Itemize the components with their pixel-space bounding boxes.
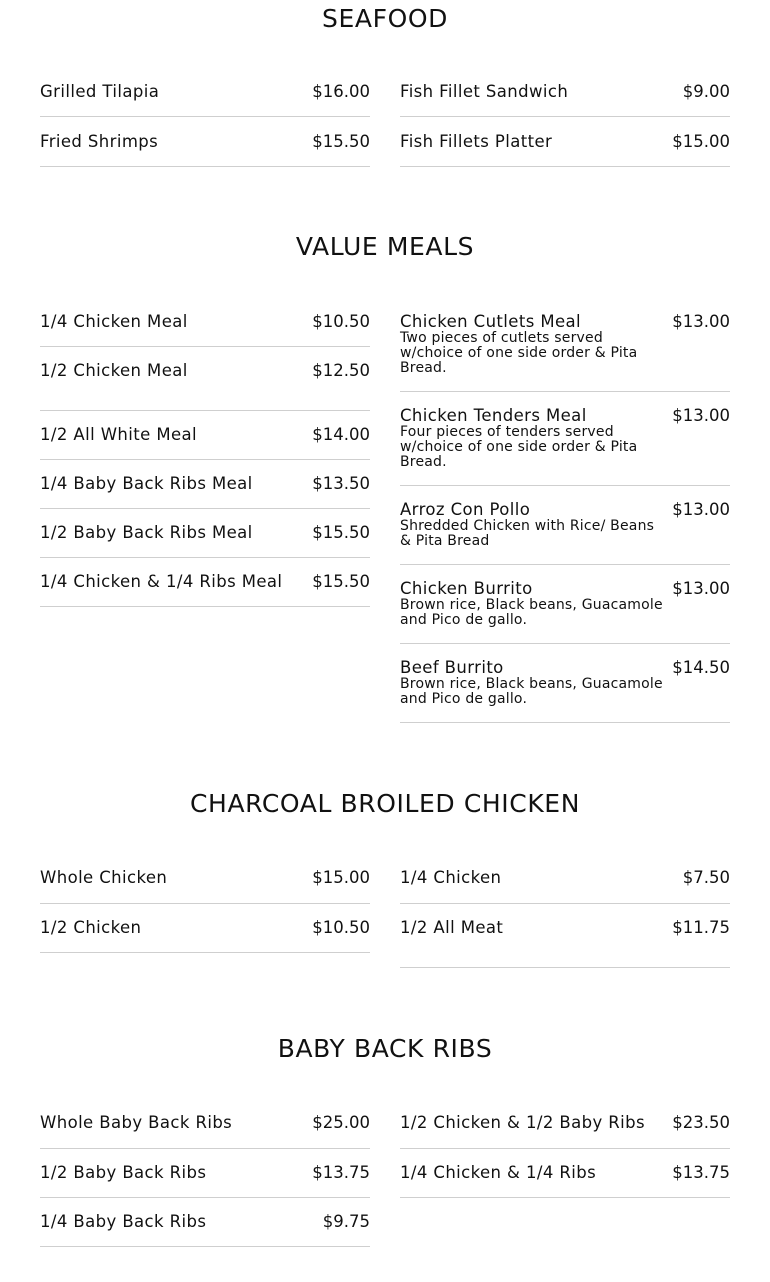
menu-item bbox=[400, 1100, 730, 1149]
item-price: $13.50 bbox=[312, 474, 370, 493]
item-name: 1/4 Chicken bbox=[400, 868, 502, 887]
item-name: 1/4 Baby Back Ribs Meal bbox=[40, 474, 253, 493]
item-name: Fish Fillets Platter bbox=[400, 132, 553, 151]
menu-item bbox=[40, 67, 370, 117]
item-name: Whole Chicken bbox=[40, 868, 168, 887]
menu-item bbox=[40, 558, 370, 607]
item-price: $13.00 bbox=[672, 579, 730, 598]
item-name: 1/4 Baby Back Ribs bbox=[40, 1212, 207, 1231]
item-price: $16.00 bbox=[312, 82, 370, 101]
menu-item bbox=[400, 306, 730, 392]
item-price: $15.50 bbox=[312, 523, 370, 542]
item-price: $10.50 bbox=[312, 312, 370, 331]
item-price: $9.00 bbox=[682, 82, 730, 101]
item-name: 1/2 Baby Back Ribs bbox=[40, 1163, 207, 1182]
item-description: Four pieces of tenders served w/choice of one side order & Pita Bread. bbox=[400, 424, 638, 470]
section-title: VALUE MEALS bbox=[295, 232, 475, 261]
item-description: Brown rice, Black beans, Guacamole and Pico de gallo. bbox=[400, 597, 663, 628]
menu-item bbox=[400, 1149, 730, 1198]
item-price: $12.50 bbox=[312, 361, 370, 380]
menu-item bbox=[400, 565, 730, 644]
item-price: $7.50 bbox=[682, 868, 730, 887]
menu-item bbox=[40, 306, 370, 347]
item-name: 1/2 All Meat bbox=[400, 918, 504, 937]
item-price: $23.50 bbox=[672, 1113, 730, 1132]
menu-item bbox=[400, 855, 730, 904]
item-name: 1/4 Chicken & 1/4 Ribs Meal bbox=[40, 572, 283, 591]
menu-item bbox=[40, 347, 370, 411]
item-name: Beef Burrito bbox=[400, 658, 504, 677]
left-column bbox=[40, 855, 370, 953]
menu-item bbox=[40, 1100, 370, 1149]
item-name: 1/2 All White Meal bbox=[40, 425, 198, 444]
menu-item bbox=[400, 117, 730, 167]
left-column bbox=[40, 1100, 370, 1247]
section-title: BABY BACK RIBS bbox=[277, 1034, 493, 1063]
menu-item bbox=[400, 644, 730, 723]
item-description: Shredded Chicken with Rice/ Beans & Pita Bread bbox=[400, 518, 655, 549]
menu-item bbox=[40, 1198, 370, 1247]
item-name: Chicken Tenders Meal bbox=[400, 406, 587, 425]
item-price: $25.00 bbox=[312, 1113, 370, 1132]
menu-item bbox=[40, 509, 370, 558]
right-column bbox=[400, 67, 730, 167]
right-column bbox=[400, 855, 730, 968]
menu-item bbox=[40, 1149, 370, 1198]
item-name: Chicken Cutlets Meal bbox=[400, 312, 582, 331]
item-price: $10.50 bbox=[312, 918, 370, 937]
item-price: $15.00 bbox=[312, 868, 370, 887]
item-price: $15.00 bbox=[672, 132, 730, 151]
item-price: $15.50 bbox=[312, 572, 370, 591]
item-price: $15.50 bbox=[312, 132, 370, 151]
item-name: 1/4 Chicken & 1/4 Ribs bbox=[400, 1163, 597, 1182]
menu-item bbox=[40, 411, 370, 460]
menu-item bbox=[400, 392, 730, 486]
item-price: $13.00 bbox=[672, 312, 730, 331]
menu-item bbox=[40, 460, 370, 509]
right-column bbox=[400, 306, 730, 723]
menu-item bbox=[40, 855, 370, 904]
item-description: Brown rice, Black beans, Guacamole and Pico de gallo. bbox=[400, 676, 663, 707]
left-column bbox=[40, 306, 370, 607]
item-price: $13.00 bbox=[672, 406, 730, 425]
item-name: Whole Baby Back Ribs bbox=[40, 1113, 233, 1132]
item-price: $14.50 bbox=[672, 658, 730, 677]
item-name: Chicken Burrito bbox=[400, 579, 533, 598]
item-name: Fish Fillet Sandwich bbox=[400, 82, 569, 101]
menu-item bbox=[40, 117, 370, 167]
item-description: Two pieces of cutlets served w/choice of one side order & Pita Bread. bbox=[400, 330, 638, 376]
right-column bbox=[400, 1100, 730, 1198]
item-name: Fried Shrimps bbox=[40, 132, 159, 151]
item-name: 1/4 Chicken Meal bbox=[40, 312, 188, 331]
menu-item bbox=[400, 67, 730, 117]
item-name: 1/2 Chicken bbox=[40, 918, 142, 937]
menu-item bbox=[400, 904, 730, 968]
section-title: SEAFOOD bbox=[322, 4, 448, 33]
item-price: $13.75 bbox=[312, 1163, 370, 1182]
item-name: 1/2 Chicken Meal bbox=[40, 361, 188, 380]
item-price: $11.75 bbox=[672, 918, 730, 937]
item-price: $14.00 bbox=[312, 425, 370, 444]
item-name: Grilled Tilapia bbox=[40, 82, 160, 101]
item-price: $13.75 bbox=[672, 1163, 730, 1182]
left-column bbox=[40, 67, 370, 167]
item-name: 1/2 Chicken & 1/2 Baby Ribs bbox=[400, 1113, 645, 1132]
item-name: 1/2 Baby Back Ribs Meal bbox=[40, 523, 253, 542]
item-name: Arroz Con Pollo bbox=[400, 500, 531, 519]
menu-item bbox=[400, 486, 730, 565]
item-price: $9.75 bbox=[322, 1212, 370, 1231]
item-price: $13.00 bbox=[672, 500, 730, 519]
menu-item bbox=[40, 904, 370, 953]
section-title: CHARCOAL BROILED CHICKEN bbox=[189, 789, 581, 818]
